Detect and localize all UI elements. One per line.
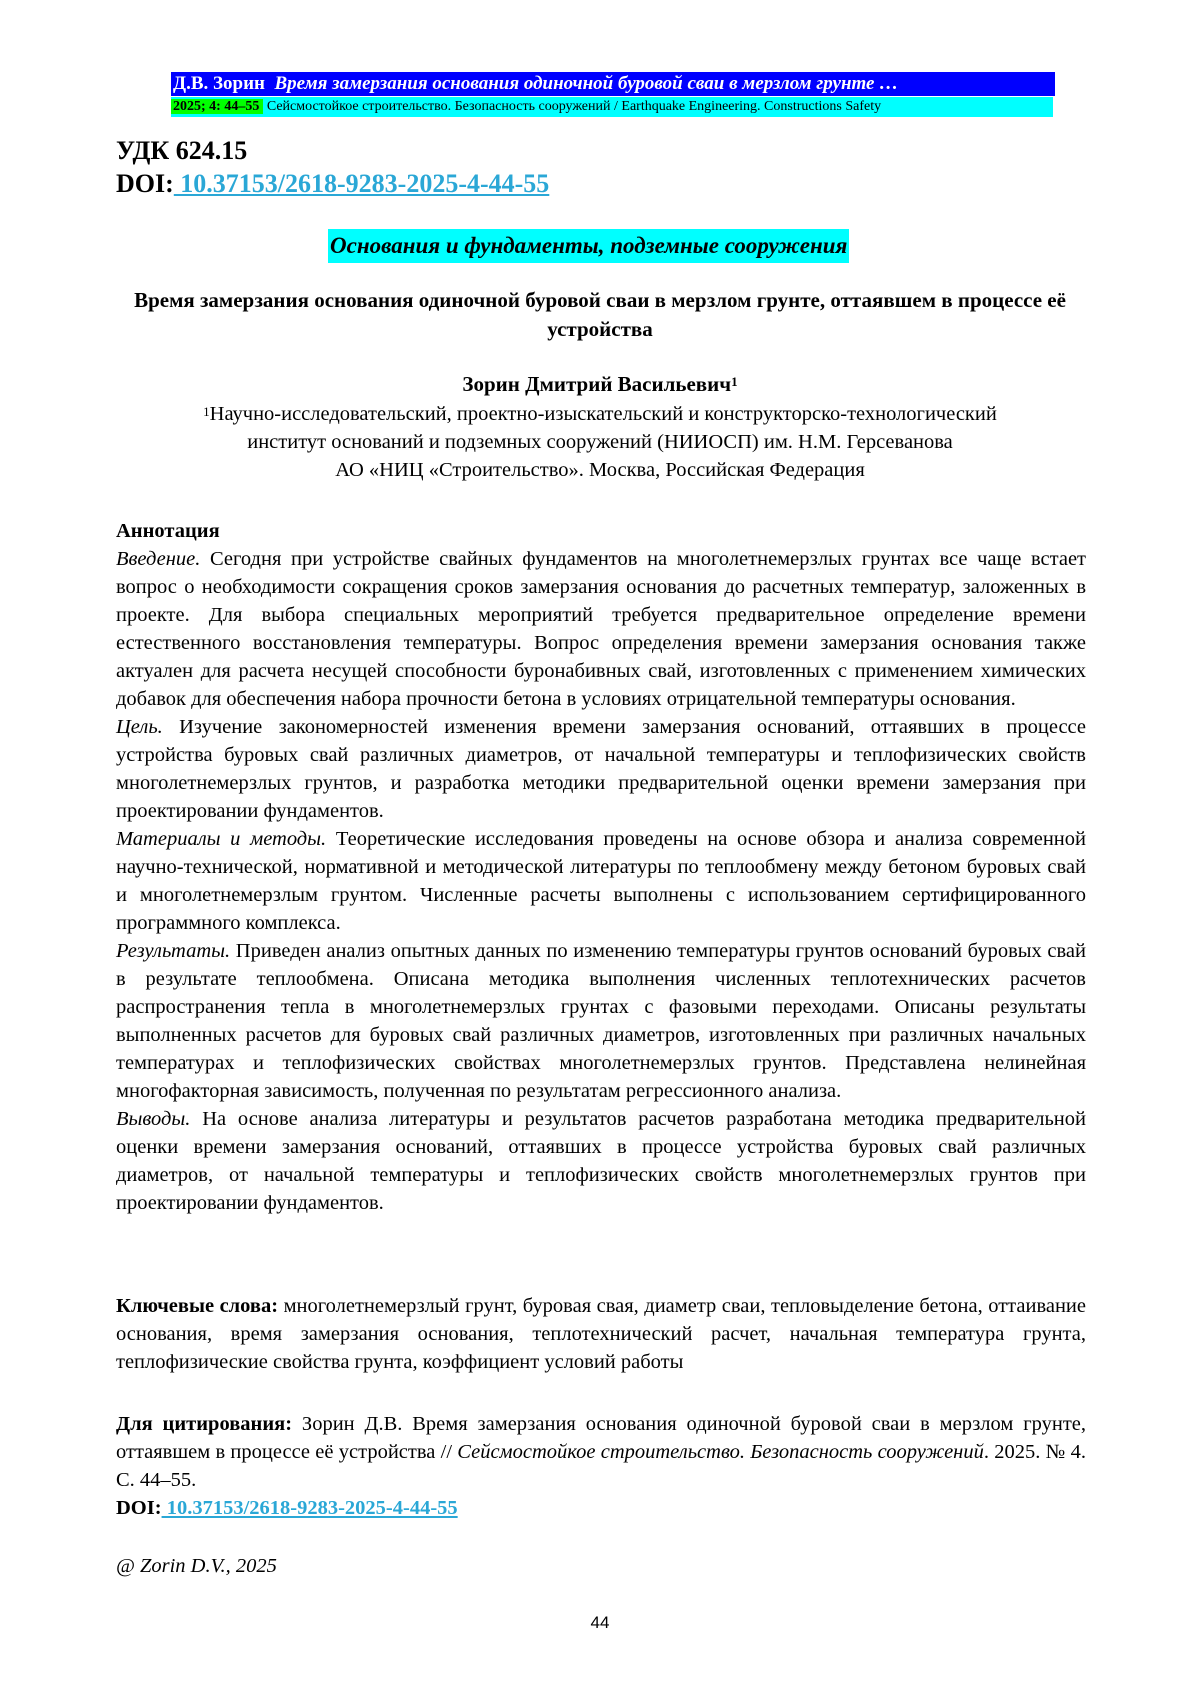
author-name: Зорин Дмитрий Васильевич xyxy=(462,372,731,396)
citation-block xyxy=(116,1410,1086,1522)
abstract-conclusions: Выводы. На основе анализа литературы и результатов расчетов разработана методика предварительной оценки времени замерзания оснований, оттаявших в процессе устройства буровых свай различных диаметров, от начальной температуры и теплофизических свойств многолетнемерзлых грунтов при проектировании фундаментов. xyxy=(116,1105,1086,1217)
affiliation-line-2: институт оснований и подземных сооружений (НИИОСП) им. Н.М. Герсеванова xyxy=(120,428,1080,456)
citation-doi: DOI: 10.37153/2618-9283-2025-4-44-55 xyxy=(116,1494,1086,1522)
affiliation xyxy=(120,400,1080,484)
doi-link[interactable]: 10.37153/2618-9283-2025-4-44-55 xyxy=(174,169,550,198)
abstract-methods: Материалы и методы. Теоретические исследования проведены на основе обзора и анализа современной научно-технической, нормативной и методической литературы по теплообмену между бетоном буровых свай и многолетнемерзлым грунтом. Численные расчеты выполнены с использованием сертифицированного программного комплекса. xyxy=(116,825,1086,937)
keywords-label: Ключевые слова: xyxy=(116,1295,278,1317)
annotation-heading: Аннотация xyxy=(116,517,1086,545)
keywords-text: многолетнемерзлый грунт, буровая свая, диаметр сваи, тепловыделение бетона, оттаивание основания, время замерзания основания, теплотехнический расчет, начальная температура грунта, теплофизические свойства грунта, коэффициент условий работы xyxy=(116,1295,1086,1373)
keywords xyxy=(116,1292,1086,1376)
affiliation-line-1: 1Научно-исследовательский, проектно-изыскательский и конструкторско-технологический xyxy=(120,400,1080,428)
udk-code: УДК 624.15 xyxy=(116,134,247,168)
section-heading: Основания и фундаменты, подземные сооружения xyxy=(328,229,849,263)
affiliation-line-3: АО «НИЦ «Строительство». Москва, Российская Федерация xyxy=(120,456,1080,484)
abstract-aim: Цель. Изучение закономерностей изменения времени замерзания оснований, оттаявших в процессе устройства буровых свай различных диаметров, от начальной температуры и теплофизических свойств многолетнемерзлых грунтов, и разработка методики предварительной оценки времени замерзания при проектировании фундаментов. xyxy=(116,713,1086,825)
running-header-title-bar xyxy=(171,72,1055,96)
citation-doi-link[interactable]: 10.37153/2618-9283-2025-4-44-55 xyxy=(162,1497,458,1519)
author-sup: 1 xyxy=(731,374,738,389)
header-journal: Сейсмостойкое строительство. Безопасность сооружений / Earthquake Engineering. Constructions Safety xyxy=(267,99,881,114)
article-title: Время замерзания основания одиночной буровой сваи в мерзлом грунте, оттаявшем в процессе её устройства xyxy=(120,286,1080,344)
affiliation-sup: 1 xyxy=(203,404,210,419)
header-citation: 2025; 4: 44–55 xyxy=(171,99,263,114)
doi-label: DOI: xyxy=(116,169,174,198)
doi-line xyxy=(116,167,549,201)
article-page xyxy=(0,0,1200,1697)
abstract xyxy=(116,545,1086,1217)
running-header-journal-bar xyxy=(171,97,1053,117)
citation-text: Для цитирования: Зорин Д.В. Время замерзания основания одиночной буровой сваи в мерзлом грунте, оттаявшем в процессе её устройства // Сейсмостойкое строительство. Безопасность сооружений. 2025. № 4. С. 44–55. xyxy=(116,1410,1086,1494)
abstract-results: Результаты. Приведен анализ опытных данных по изменению температуры грунтов оснований буровых свай в результате теплообмена. Описана методика выполнения численных теплотехнических расчетов распространения тепла в многолетнемерзлых грунтах с фазовыми переходами. Описаны результаты выполненных расчетов для буровых свай различных диаметров, изготовленных при различных начальных температурах и теплофизических свойствах многолетнемерзлых грунтов. Представлена нелинейная многофакторная зависимость, полученная по результатам регрессионного анализа. xyxy=(116,937,1086,1105)
header-author: Д.В. Зорин xyxy=(173,73,265,94)
page-number: 44 xyxy=(0,1613,1200,1633)
header-title: Время замерзания основания одиночной буровой сваи в мерзлом грунте … xyxy=(275,73,899,94)
abstract-introduction: Введение. Сегодня при устройстве свайных фундаментов на многолетнемерзлых грунтах все чаще встает вопрос о необходимости сокращения сроков замерзания основания до расчетных температур, заложенных в проекте. Для выбора специальных мероприятий требуется предварительное определение времени естественного восстановления температуры. Вопрос определения времени замерзания основания также актуален для расчета несущей способности буронабивных свай, изготовленных с применением химических добавок для обеспечения набора прочности бетона в условиях отрицательной температуры основания. xyxy=(116,545,1086,713)
copyright: @ Zorin D.V., 2025 xyxy=(116,1552,277,1580)
author-line xyxy=(0,371,1200,397)
